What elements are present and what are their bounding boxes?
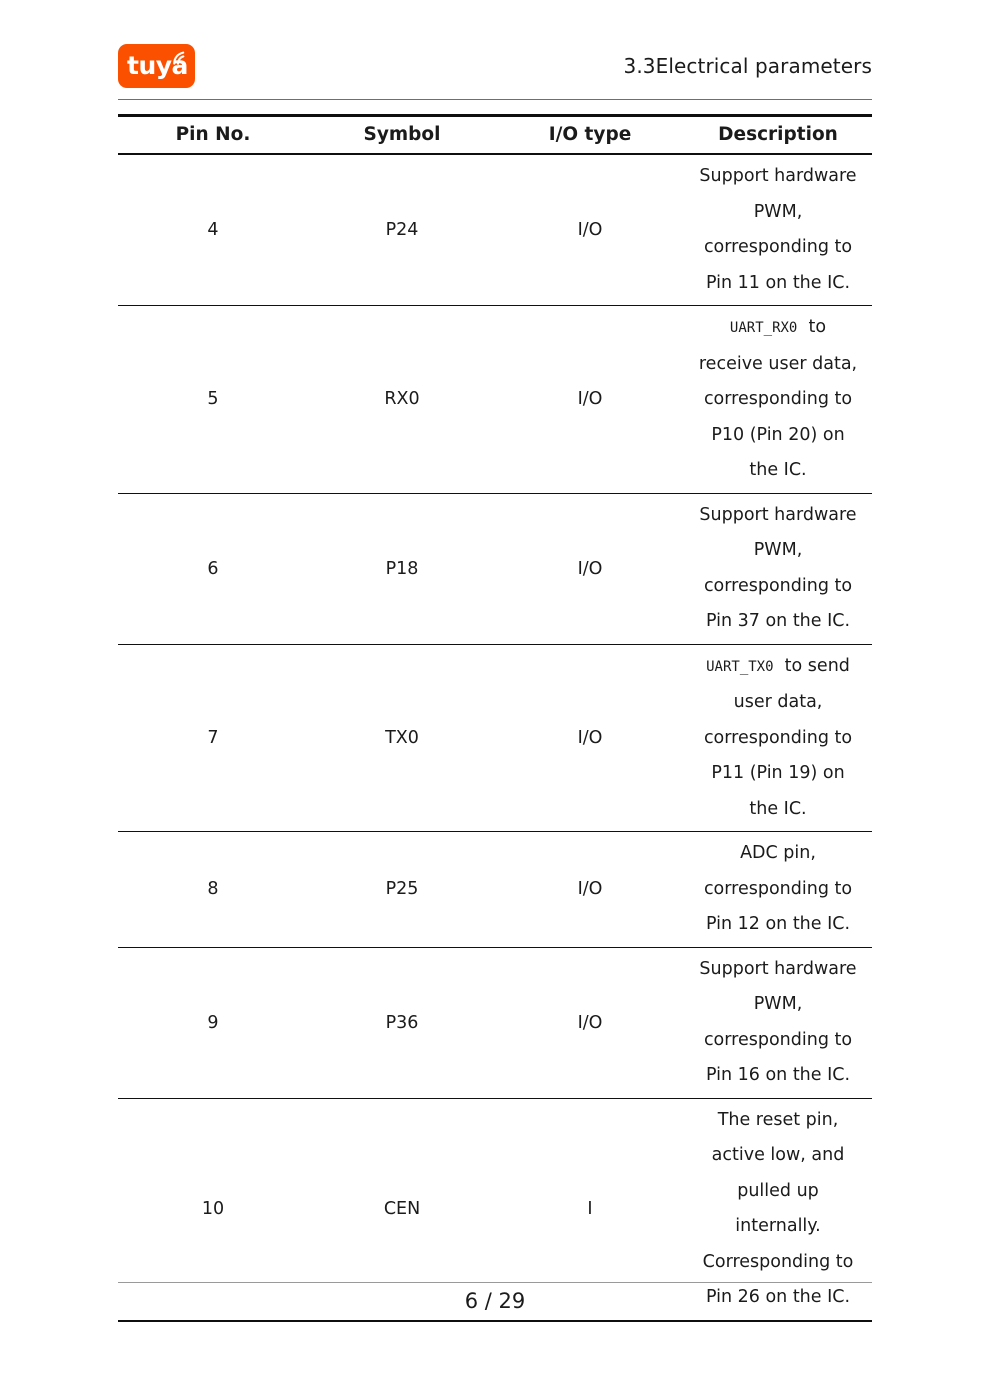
cell-description [684, 154, 872, 306]
footer-divider [118, 1282, 872, 1283]
cell-pin-no: 6 [118, 493, 308, 644]
cell-description [684, 947, 872, 1098]
description-line: corresponding to [703, 575, 853, 596]
cell-pin-no: 9 [118, 947, 308, 1098]
description-line: corresponding to [703, 727, 853, 748]
cell-symbol: CEN [308, 1098, 496, 1321]
table-row [118, 644, 872, 832]
description-line: corresponding to [703, 237, 853, 257]
pin-definition-table [118, 114, 872, 1322]
cell-io-type: I/O [496, 644, 684, 832]
description-line: Pin 16 on the IC. [705, 1065, 851, 1085]
cell-pin-no: 10 [118, 1098, 308, 1321]
cell-pin-no: 8 [118, 832, 308, 948]
description-line: active low, and [711, 1145, 845, 1165]
description-line: PWM, [753, 994, 803, 1014]
table-row [118, 306, 872, 494]
tuya-logo [118, 44, 195, 88]
column-header-description: Description [684, 116, 872, 155]
description-line: Pin 12 on the IC. [705, 914, 851, 934]
table-row [118, 832, 872, 948]
cell-description [684, 832, 872, 948]
cell-io-type: I [496, 1098, 684, 1321]
description-line: Support hardware [699, 504, 857, 525]
uart-signal-label: UART_RX0 [729, 320, 798, 336]
description-line: The reset pin, [717, 1109, 839, 1130]
table-row [118, 1098, 872, 1321]
cell-symbol: TX0 [308, 644, 496, 832]
cell-io-type: I/O [496, 493, 684, 644]
cell-io-type: I/O [496, 832, 684, 948]
column-header-symbol: Symbol [308, 116, 496, 155]
cell-symbol: P18 [308, 493, 496, 644]
description-line: internally. [735, 1216, 821, 1236]
description-line: Corresponding to [702, 1251, 854, 1272]
cell-symbol: P25 [308, 832, 496, 948]
description-line: user data, [733, 692, 823, 712]
table-body [118, 154, 872, 1321]
description-line: P10 (Pin 20) on [711, 424, 845, 445]
cell-io-type: I/O [496, 306, 684, 494]
description-line: Support hardware [699, 166, 857, 186]
description-line: corresponding to [703, 878, 853, 899]
table-header [118, 116, 872, 155]
page-header [118, 40, 872, 96]
description-line: Pin 37 on the IC. [705, 611, 851, 631]
cell-pin-no: 7 [118, 644, 308, 832]
section-title: 3.3Electrical parameters [623, 54, 872, 78]
description-line: receive user data, [698, 353, 858, 374]
description-line: PWM, [753, 540, 803, 560]
table-row [118, 947, 872, 1098]
cell-symbol: P24 [308, 154, 496, 306]
description-line: Support hardware [699, 958, 857, 979]
cell-description [684, 306, 872, 494]
cell-symbol: P36 [308, 947, 496, 1098]
description-line: ADC pin, [740, 843, 816, 863]
column-header-io-type: I/O type [496, 116, 684, 155]
cell-symbol: RX0 [308, 306, 496, 494]
cell-description [684, 493, 872, 644]
cell-pin-no: 4 [118, 154, 308, 306]
wifi-signal-icon [172, 50, 188, 64]
header-divider [118, 99, 872, 100]
cell-description [684, 644, 872, 832]
description-line: Pin 11 on the IC. [705, 272, 851, 293]
uart-signal-label: UART_TX0 [706, 658, 774, 675]
cell-description [684, 1098, 872, 1321]
description-line: UART_TX0 to send [706, 655, 850, 676]
cell-io-type: I/O [496, 947, 684, 1098]
description-line: corresponding to [703, 1029, 853, 1050]
description-line: the IC. [749, 460, 807, 480]
cell-pin-no: 5 [118, 306, 308, 494]
tuya-logo-text: tuya [127, 51, 188, 80]
description-line: UART_RX0 to [729, 317, 827, 337]
description-line: corresponding to [703, 389, 853, 409]
description-line: P11 (Pin 19) on [711, 763, 845, 783]
description-line: pulled up [737, 1180, 819, 1201]
description-line: PWM, [753, 201, 803, 222]
table-row [118, 493, 872, 644]
description-line: Pin 26 on the IC. [705, 1287, 851, 1307]
column-header-pin-no: Pin No. [118, 116, 308, 155]
cell-io-type: I/O [496, 154, 684, 306]
description-line: the IC. [749, 798, 807, 819]
page-number: 6 / 29 [464, 1289, 526, 1313]
table-row [118, 154, 872, 306]
table-header-row [118, 116, 872, 155]
